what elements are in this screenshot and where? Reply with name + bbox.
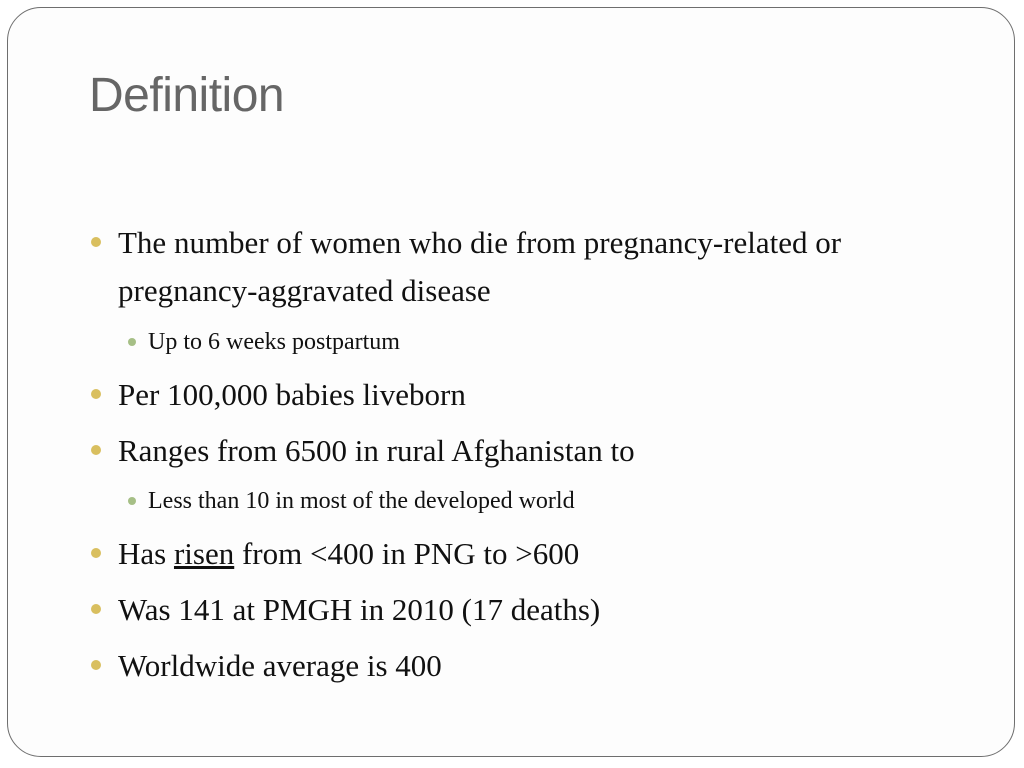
- bullet-dot-icon: [91, 237, 101, 247]
- bullet-text: Was 141 at PMGH in 2010 (17 deaths): [118, 592, 601, 627]
- bullet-dot-icon: [91, 445, 101, 455]
- bullet-text-after: from <400 in PNG to >600: [234, 536, 580, 571]
- sub-bullet-dot-icon: [128, 338, 136, 346]
- sub-bullet-text: Less than 10 in most of the developed world: [148, 488, 575, 514]
- bullet-text: Per 100,000 babies liveborn: [118, 377, 466, 412]
- bullet-dot-icon: [91, 660, 101, 670]
- bullet-dot-icon: [91, 389, 101, 399]
- bullet-text: The number of women who die from pregnancy-related or pregnancy-aggravated disease: [118, 225, 842, 308]
- bullet-text: Worldwide average is 400: [118, 648, 442, 683]
- bullet-dot-icon: [91, 548, 101, 558]
- slide-title: Definition: [89, 69, 285, 122]
- underlined-word: risen: [173, 536, 235, 571]
- bullet-dot-icon: [91, 604, 101, 614]
- bullet-text-before: Has: [118, 536, 174, 571]
- bullet-text: Ranges from 6500 in rural Afghanistan to: [118, 433, 635, 468]
- sub-bullet-text: Up to 6 weeks postpartum: [148, 329, 400, 355]
- bullet-text: [118, 530, 938, 578]
- sub-bullet-dot-icon: [128, 497, 136, 505]
